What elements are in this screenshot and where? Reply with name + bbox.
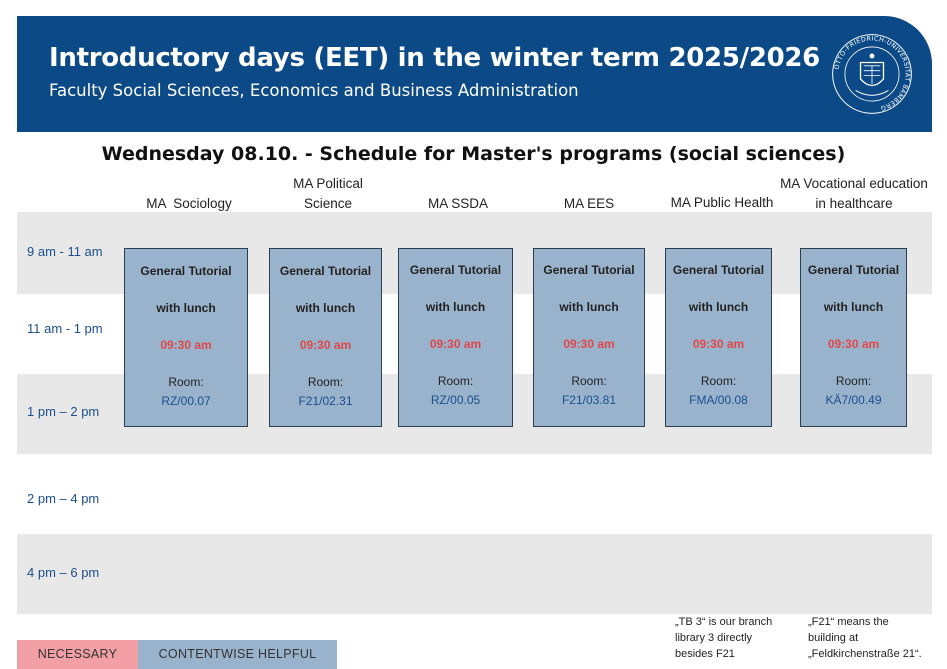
time-slot-label: 4 pm – 6 pm — [27, 565, 100, 580]
program-name-line1: MA Vocational education — [780, 176, 928, 191]
session-subtitle: with lunch — [295, 301, 356, 315]
room-number: FMA/00.08 — [689, 393, 748, 407]
session-subtitle: with lunch — [688, 300, 749, 314]
program-header-sociology — [124, 194, 254, 214]
session-subtitle: with lunch — [425, 300, 486, 314]
session-time: 09:30 am — [160, 338, 212, 352]
session-title: General Tutorial — [807, 263, 900, 277]
room-number: F21/03.81 — [561, 393, 617, 407]
program-header-ees — [533, 194, 645, 214]
program-name-line1: MA SSDA — [427, 196, 489, 211]
legend-necessary: NECESSARY — [17, 640, 138, 669]
footnote-tb3 — [675, 614, 800, 662]
legend-contentwise-helpful: CONTENTWISE HELPFUL — [138, 640, 337, 669]
room-number: KÄ7/00.49 — [825, 393, 882, 407]
university-seal-icon — [831, 33, 913, 115]
program-name-line1: MA Public Health — [670, 195, 774, 210]
program-header-public-health — [652, 193, 792, 213]
footnote-line: „Feldkirchenstraße 21“. — [808, 648, 922, 660]
time-slot-label: 11 am - 1 pm — [27, 321, 103, 336]
program-header-ssda — [398, 194, 518, 214]
svg-text:OTTO-FRIEDRICH-UNIVERSITÄT BAM: OTTO-FRIEDRICH-UNIVERSITÄT BAMBERG — [833, 35, 911, 112]
program-name-line1: MA Sociology — [146, 196, 232, 211]
session-time: 09:30 am — [563, 337, 615, 351]
session-subtitle: with lunch — [559, 300, 619, 314]
session-card-public-health[interactable] — [665, 248, 772, 427]
program-name-line1: MA EES — [563, 196, 615, 211]
page-title: Introductory days (EET) in the winter term 2025/2026 — [49, 43, 820, 73]
time-slot-label: 1 pm – 2 pm — [27, 404, 100, 419]
room-number: RZ/00.05 — [430, 393, 481, 407]
session-time: 09:30 am — [827, 337, 880, 351]
footnote-line: „TB 3“ is our branch — [675, 616, 773, 628]
footnote-line: library 3 directly — [675, 632, 753, 644]
program-name-line1: MA Political — [293, 176, 363, 191]
time-slot-label: 2 pm – 4 pm — [27, 491, 100, 506]
program-header-vocational-education — [772, 174, 936, 214]
room-label: Room: — [835, 374, 872, 388]
session-card-ssda[interactable] — [398, 248, 513, 427]
session-title: General Tutorial — [672, 263, 765, 277]
session-time: 09:30 am — [299, 338, 352, 352]
room-label: Room: — [168, 375, 204, 389]
time-band — [17, 454, 932, 534]
room-label: Room: — [437, 374, 474, 388]
time-band — [17, 534, 932, 614]
footnote-line: building at — [808, 632, 859, 644]
schedule-day-title: Wednesday 08.10. - Schedule for Master's programs (social sciences) — [101, 143, 846, 165]
session-card-political-science[interactable] — [269, 248, 382, 427]
footnote-line: „F21“ means the — [808, 616, 889, 628]
program-name-line2: in healthcare — [815, 196, 893, 211]
session-time: 09:30 am — [429, 337, 482, 351]
program-header-political-science — [268, 174, 388, 214]
footnote-f21 — [808, 614, 943, 662]
session-title: General Tutorial — [279, 264, 372, 278]
room-label: Room: — [700, 374, 737, 388]
footnote-line: besides F21 — [675, 648, 735, 660]
header-banner — [17, 16, 932, 132]
session-subtitle: with lunch — [823, 300, 884, 314]
program-name-line2: Science — [303, 196, 353, 211]
session-card-sociology[interactable] — [124, 248, 248, 427]
room-label: Room: — [571, 374, 607, 388]
session-subtitle: with lunch — [156, 301, 216, 315]
time-slot-label: 9 am - 11 am — [27, 244, 103, 259]
session-time: 09:30 am — [692, 337, 745, 351]
session-card-ees[interactable] — [533, 248, 645, 427]
session-card-vocational-education[interactable] — [800, 248, 907, 427]
page-subtitle: Faculty Social Sciences, Economics and Business Administration — [49, 81, 579, 100]
room-number: RZ/00.07 — [161, 394, 211, 408]
room-number: F21/02.31 — [298, 394, 353, 408]
session-title: General Tutorial — [140, 264, 232, 278]
room-label: Room: — [307, 375, 344, 389]
session-title: General Tutorial — [543, 263, 635, 277]
session-title: General Tutorial — [409, 263, 502, 277]
